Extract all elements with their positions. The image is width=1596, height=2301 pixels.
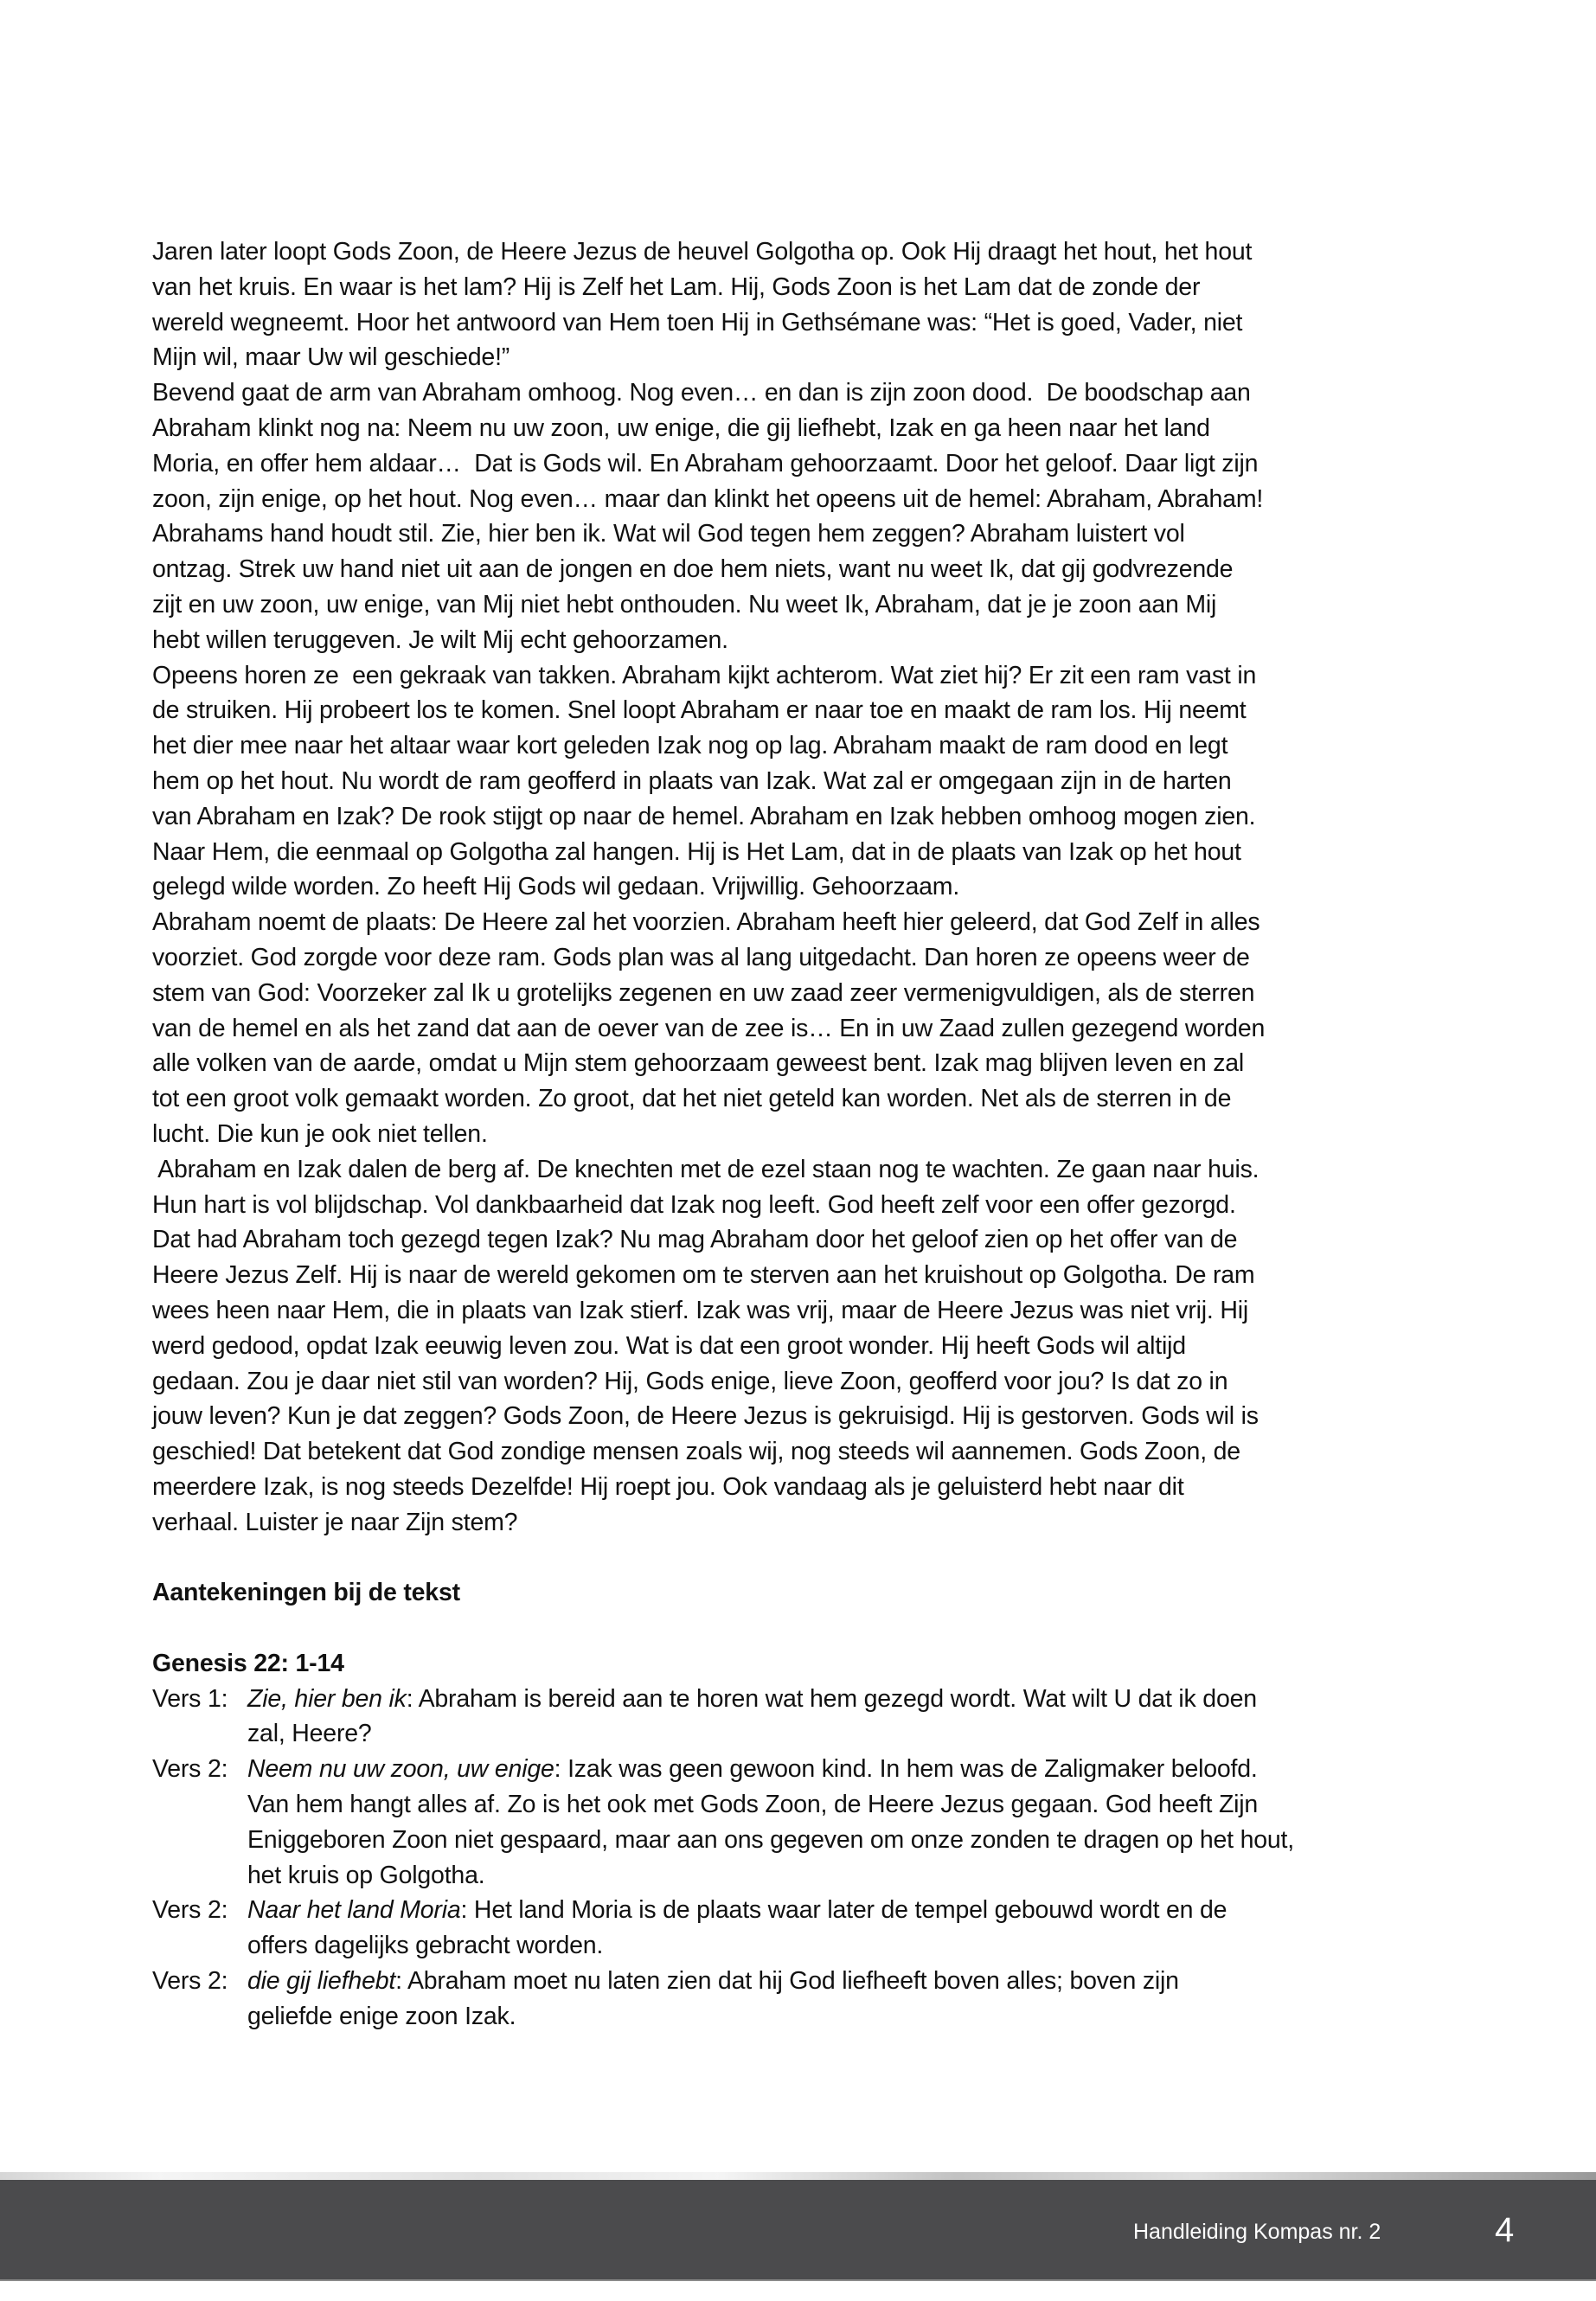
note-term: Naar het land Moria [247,1896,461,1925]
text-line: Mijn wil, maar Uw wil geschiede!” [152,343,510,372]
text-line: Abraham klinkt nog na: Neem nu uw zoon, uw enige, die gij liefhebt, Izak en ga heen naar het land [152,413,1210,442]
note-label: Vers 2: [152,1896,228,1925]
text-line: hebt willen teruggeven. Je wilt Mij echt gehoorzamen. [152,625,728,654]
note-first-line [247,1752,1433,1787]
page-content [152,234,1433,2035]
text-line: wees heen naar Hem, die in plaats van Izak stierf. Izak was vrij, maar de Heere Jezus was niet vrij. Hij [152,1296,1248,1324]
note-continuation-line: het kruis op Golgotha. [247,1861,485,1889]
note-text [247,1752,1433,1893]
text-line: alle volken van de aarde, omdat u Mijn stem gehoorzaam geweest bent. Izak mag blijven leven en zal [152,1049,1245,1078]
text-line: Abrahams hand houdt stil. Zie, hier ben ik. Wat wil God tegen hem zeggen? Abraham luistert vol [152,520,1185,548]
text-line: lucht. Die kun je ook niet tellen. [152,1119,488,1148]
paragraph [152,234,1433,375]
note-explanation: : Het land Moria is de plaats waar later de tempel gebouwd wordt en de [460,1896,1227,1925]
note-term: Zie, hier ben ik [247,1684,407,1713]
note-continuation-line: Van hem hangt alles af. Zo is het ook met Gods Zoon, de Heere Jezus gegaan. God heeft Zijn [247,1791,1259,1819]
note-label: Vers 2: [152,1755,228,1784]
text-line: Dat had Abraham toch gezegd tegen Izak? Nu mag Abraham door het geloof zien op het offer van de [152,1226,1238,1254]
note-item [152,1964,1433,2035]
text-line: gelegd wilde worden. Zo heeft Hij Gods wil gedaan. Vrijwillig. Gehoorzaam. [152,873,960,901]
note-first-line [247,1964,1433,1999]
text-line: werd gedood, opdat Izak eeuwig leven zou. Wat is dat een groot wonder. Hij heeft Gods wil altijd [152,1331,1186,1360]
notes-passage: Genesis 22: 1-14 [152,1649,344,1677]
text-line: voorziet. God zorgde voor deze ram. Gods plan was al lang uitgedacht. Dan horen ze opeens weer de [152,943,1250,971]
note-label: Vers 2: [152,1967,228,1996]
paragraph [152,658,1433,906]
text-line: geschied! Dat betekent dat God zondige mensen zoals wij, nog steeds wil aannemen. Gods Zoon, de [152,1438,1240,1466]
text-line: Moria, en offer hem aldaar… Dat is Gods wil. En Abraham gehoorzaamt. Door het geloof. Daar ligt zijn [152,449,1259,478]
text-line: jouw leven? Kun je dat zeggen? Gods Zoon, de Heere Jezus is gekruisigd. Hij is gestorven. Gods wil is [152,1402,1259,1431]
note-first-line [247,1682,1433,1717]
text-line: wereld wegneemt. Hoor het antwoord van Hem toen Hij in Gethsémane was: “Het is goed, Vader, niet [152,308,1243,336]
text-line: Heere Jezus Zelf. Hij is naar de wereld gekomen om te sterven aan het kruishout op Golgotha. De ram [152,1261,1255,1290]
text-line: van Abraham en Izak? De rook stijgt op naar de hemel. Abraham en Izak hebben omhoog mogen zien. [152,802,1256,830]
paragraph [152,375,1433,657]
text-line: Abraham noemt de plaats: De Heere zal het voorzien. Abraham heeft hier geleerd, dat God Zelf in alles [152,908,1260,937]
text-line: stem van God: Voorzeker zal Ik u grotelijks zegenen en uw zaad zeer vermenigvuldigen, als de sterren [152,978,1255,1007]
footer-title: Handleiding Kompas nr. 2 [1133,2220,1381,2244]
note-term: Neem nu uw zoon, uw enige [247,1755,554,1784]
note-continuation-line: Eniggeboren Zoon niet gespaard, maar aan ons gegeven om onze zonden te dragen op het hout, [247,1825,1294,1854]
note-text [247,1893,1433,1964]
note-continuation-line: geliefde enige zoon Izak. [247,2002,516,2030]
text-line: van de hemel en als het zand dat aan de oever van de zee is… En in uw Zaad zullen gezegend worden [152,1014,1266,1042]
note-first-line [247,1893,1433,1928]
note-label: Vers 1: [152,1684,228,1713]
text-line: het dier mee naar het altaar waar kort geleden Izak nog op lag. Abraham maakt de ram dood en legt [152,732,1228,760]
paragraph [152,905,1433,1152]
paragraph [152,1152,1433,1541]
note-explanation: : Abraham moet nu laten zien dat hij God liefheeft boven alles; boven zijn [395,1967,1179,1996]
text-line: meerdere Izak, is nog steeds Dezelfde! Hij roept jou. Ook vandaag als je geluisterd hebt naar dit [152,1472,1184,1501]
text-line: Opeens horen ze een gekraak van takken. Abraham kijkt achterom. Wat ziet hij? Er zit een ram vast in [152,661,1257,689]
body-text [152,234,1433,1540]
text-line: gedaan. Zou je daar niet stil van worden? Hij, Gods enige, lieve Zoon, geofferd voor jou? Is dat zo in [152,1367,1228,1395]
note-item [152,1682,1433,1753]
note-continuation-line: zal, Heere? [247,1720,372,1748]
spacer [152,1540,1433,1575]
text-line: tot een groot volk gemaakt worden. Zo groot, dat het niet geteld kan worden. Net als de sterren in de [152,1085,1232,1113]
text-line: Bevend gaat de arm van Abraham omhoog. Nog even… en dan is zijn zoon dood. De boodschap aan [152,379,1251,407]
page-number: 4 [1495,2211,1515,2249]
note-explanation: : Abraham is bereid aan te horen wat hem gezegd wordt. Wat wilt U dat ik doen [406,1684,1257,1713]
text-line: zoon, zijn enige, op het hout. Nog even… maar dan klinkt het opeens uit de hemel: Abraham, Abraham! [152,484,1264,513]
notes-heading: Aantekeningen bij de tekst [152,1579,460,1607]
text-line: Hun hart is vol blijdschap. Vol dankbaarheid dat Izak nog leeft. God heeft zelf voor een offer gezorgd. [152,1190,1236,1219]
note-item [152,1893,1433,1964]
note-explanation: : Izak was geen gewoon kind. In hem was de Zaligmaker beloofd. [554,1755,1258,1784]
text-line: ontzag. Strek uw hand niet uit aan de jongen en doe hem niets, want nu weet Ik, dat gij godvrezende [152,555,1234,584]
note-text [247,1682,1433,1753]
spacer [152,1611,1433,1646]
note-term: die gij liefhebt [247,1967,396,1996]
text-line: Jaren later loopt Gods Zoon, de Heere Jezus de heuvel Golgotha op. Ook Hij draagt het hout, het hout [152,238,1253,266]
text-line: Naar Hem, die eenmaal op Golgotha zal hangen. Hij is Het Lam, dat in de plaats van Izak op het hout [152,837,1241,866]
text-line: hem op het hout. Nu wordt de ram geofferd in plaats van Izak. Wat zal er omgegaan zijn in de harten [152,766,1232,795]
note-continuation-line: offers dagelijks gebracht worden. [247,1932,604,1960]
note-text [247,1964,1433,2035]
note-item [152,1752,1433,1893]
text-line: van het kruis. En waar is het lam? Hij is Zelf het Lam. Hij, Gods Zoon is het Lam dat de zonde der [152,272,1201,301]
text-line: zijt en uw zoon, uw enige, van Mij niet hebt onthouden. Nu weet Ik, Abraham, dat je je zoon aan Mij [152,590,1217,619]
text-line: de struiken. Hij probeert los te komen. Snel loopt Abraham er naar toe en maakt de ram los. Hij neemt [152,696,1247,725]
text-line: verhaal. Luister je naar Zijn stem? [152,1508,518,1536]
notes-list [152,1682,1433,2035]
text-line: Abraham en Izak dalen de berg af. De knechten met de ezel staan nog te wachten. Ze gaan naar huis. [152,1155,1259,1183]
